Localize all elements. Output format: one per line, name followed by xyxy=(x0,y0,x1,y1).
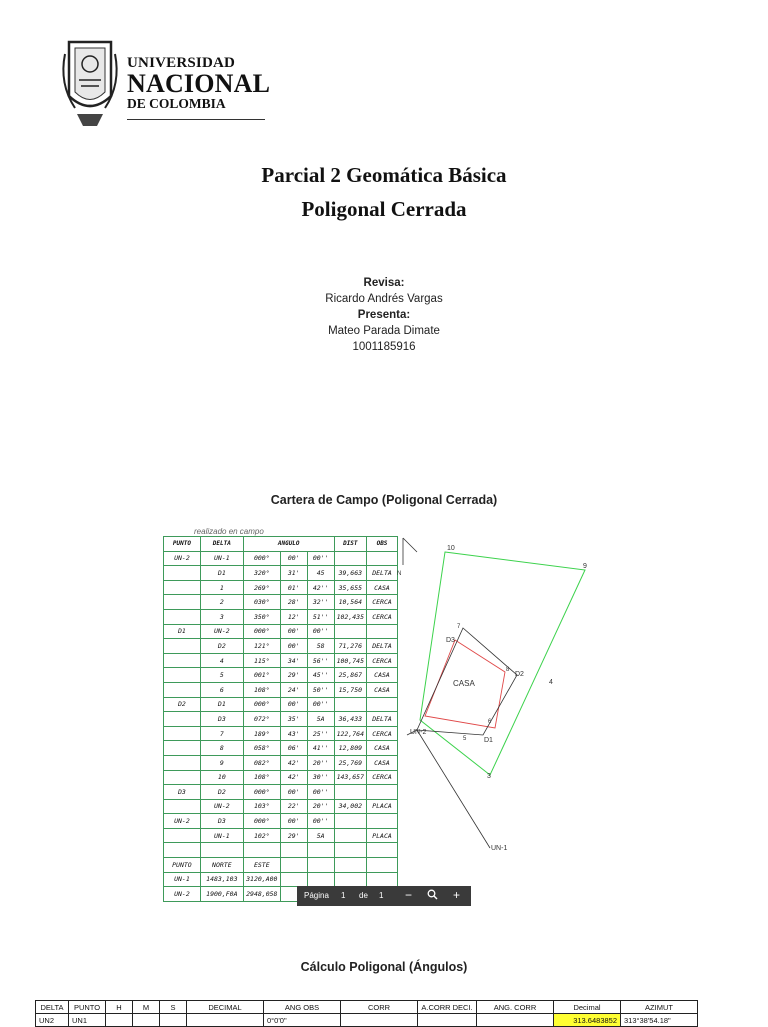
field-row xyxy=(164,726,398,741)
field-cell: 2 xyxy=(200,595,243,610)
calc-header-dec: Decimal xyxy=(554,1001,621,1014)
field-cell xyxy=(367,814,398,829)
calc-header-punto: PUNTO xyxy=(69,1001,106,1014)
field-cell: 8 xyxy=(200,741,243,756)
field-cell: 1900,F0A xyxy=(200,887,243,902)
field-cell: 00' xyxy=(280,551,307,566)
field-cell: D1 xyxy=(200,566,243,581)
field-cell: 1483,103 xyxy=(200,872,243,887)
field-cell: 42'' xyxy=(307,580,334,595)
field-cell: D2 xyxy=(200,785,243,800)
field-cell: 5A xyxy=(307,712,334,727)
field-cell: 5 xyxy=(200,668,243,683)
student-id: 1001185916 xyxy=(352,341,416,353)
field-cell xyxy=(200,843,243,858)
field-cell xyxy=(164,755,201,770)
field-cell: UN-1 xyxy=(164,872,201,887)
calc-header-delta: DELTA xyxy=(36,1001,69,1014)
field-row xyxy=(164,682,398,697)
field-cell: 058° xyxy=(243,741,280,756)
calculation-heading: Cálculo Poligonal (Ángulos) xyxy=(300,960,468,974)
field-cell: UN-2 xyxy=(164,814,201,829)
field-cell: 24' xyxy=(280,682,307,697)
field-row xyxy=(164,697,398,712)
field-cell xyxy=(164,799,201,814)
calc-decimal xyxy=(187,1014,264,1027)
calc-acorr xyxy=(418,1014,477,1027)
field-cell: 71,276 xyxy=(334,639,366,654)
point-un2-label: UN-2 xyxy=(410,729,427,736)
field-cell: 34,002 xyxy=(334,799,366,814)
field-row xyxy=(164,566,398,581)
field-cell: NORTE xyxy=(200,858,243,873)
field-cell: CASA xyxy=(367,755,398,770)
field-row xyxy=(164,624,398,639)
zoom-search-icon[interactable] xyxy=(427,889,438,902)
field-cell: 9 xyxy=(200,755,243,770)
field-notebook-image xyxy=(163,527,398,900)
calc-punto: UN1 xyxy=(69,1014,106,1027)
calculation-table xyxy=(35,1000,698,1027)
field-cell: 20'' xyxy=(307,799,334,814)
point-10-label: 10 xyxy=(447,545,455,552)
field-cell: 31' xyxy=(280,566,307,581)
calc-azimut: 313°38'54.18" xyxy=(621,1014,698,1027)
field-cell xyxy=(164,609,201,624)
field-cell: PUNTO xyxy=(164,858,201,873)
field-cell: 2948,058 xyxy=(243,887,280,902)
field-cell: PLACA xyxy=(367,828,398,843)
field-row xyxy=(164,639,398,654)
point-d2-label: D2 xyxy=(515,671,524,678)
field-cell xyxy=(243,843,280,858)
field-cell: D1 xyxy=(164,624,201,639)
presenter-name: Mateo Parada Dimate xyxy=(328,325,440,337)
baseline-un1 xyxy=(417,730,490,848)
university-logo xyxy=(55,32,271,140)
field-row xyxy=(164,551,398,566)
notebook-caption: realizado en campo xyxy=(194,527,264,536)
point-9-label: 9 xyxy=(583,563,587,570)
field-cell xyxy=(307,843,334,858)
page-label: Página xyxy=(304,891,329,900)
field-cell: 103° xyxy=(243,799,280,814)
current-page[interactable]: 1 xyxy=(341,891,346,900)
field-cell xyxy=(334,828,366,843)
field-cell: 269° xyxy=(243,580,280,595)
field-cell: 58 xyxy=(307,639,334,654)
field-cell: 00'' xyxy=(307,814,334,829)
field-cell: 34' xyxy=(280,653,307,668)
field-cell xyxy=(367,858,398,873)
calc-s xyxy=(160,1014,187,1027)
field-cell: 12' xyxy=(280,609,307,624)
calc-header-ang-corr: ANG. CORR xyxy=(477,1001,554,1014)
field-cell: 00'' xyxy=(307,624,334,639)
field-cell: DELTA xyxy=(367,566,398,581)
of-label: de xyxy=(359,891,368,900)
field-cell: CERCA xyxy=(367,726,398,741)
field-row xyxy=(164,668,398,683)
field-cell: 320° xyxy=(243,566,280,581)
field-cell: 082° xyxy=(243,755,280,770)
field-cell: CASA xyxy=(367,682,398,697)
calc-header-azimut: AZIMUT xyxy=(621,1001,698,1014)
reviewer-name: Ricardo Andrés Vargas xyxy=(325,293,443,305)
calc-header-row xyxy=(36,1001,698,1014)
field-header-row xyxy=(164,537,398,552)
field-cell: 00'' xyxy=(307,551,334,566)
field-cell: 00' xyxy=(280,785,307,800)
field-cell: 102,435 xyxy=(334,609,366,624)
field-row xyxy=(164,741,398,756)
field-cell: 143,657 xyxy=(334,770,366,785)
field-cell: D3 xyxy=(200,712,243,727)
north-label: N xyxy=(397,571,402,577)
document-subtitle: Poligonal Cerrada xyxy=(301,197,467,221)
field-cell: CASA xyxy=(367,741,398,756)
field-cell: 32'' xyxy=(307,595,334,610)
field-cell: 45'' xyxy=(307,668,334,683)
field-cell xyxy=(334,624,366,639)
point-3-label: 3 xyxy=(487,773,491,780)
point-7-label: 7 xyxy=(457,624,461,630)
logo-line-1: UNIVERSIDAD xyxy=(127,55,236,71)
zoom-in-button[interactable]: + xyxy=(453,888,461,902)
field-cell: 01' xyxy=(280,580,307,595)
field-cell: CERCA xyxy=(367,653,398,668)
total-pages: 1 xyxy=(379,891,384,900)
calc-ang-corr xyxy=(477,1014,554,1027)
field-row xyxy=(164,828,398,843)
field-cell: 43' xyxy=(280,726,307,741)
field-cell xyxy=(164,668,201,683)
field-cell: ESTE xyxy=(243,858,280,873)
calc-dec: 313.6483852 xyxy=(554,1014,621,1027)
field-row xyxy=(164,712,398,727)
field-cell: 6 xyxy=(200,682,243,697)
fence-polygon xyxy=(420,552,585,775)
field-cell: 350° xyxy=(243,609,280,624)
field-cell: 121° xyxy=(243,639,280,654)
field-cell: 41'' xyxy=(307,741,334,756)
point-8-label: 8 xyxy=(506,667,510,673)
field-cell xyxy=(334,858,366,873)
field-cell: CERCA xyxy=(367,609,398,624)
field-cell xyxy=(367,785,398,800)
field-cell: 30'' xyxy=(307,770,334,785)
point-4-label: 4 xyxy=(549,679,553,686)
header-delta: DELTA xyxy=(200,537,243,552)
header-obs: OBS xyxy=(367,537,398,552)
field-cell xyxy=(164,741,201,756)
header-punto: PUNTO xyxy=(164,537,201,552)
field-cell: 25'' xyxy=(307,726,334,741)
field-cell: UN-2 xyxy=(164,551,201,566)
field-cell: 20'' xyxy=(307,755,334,770)
calc-ang-obs: 0°0'0" xyxy=(264,1014,341,1027)
field-cell: PLACA xyxy=(367,799,398,814)
field-cell: D3 xyxy=(200,814,243,829)
field-cell: 29' xyxy=(280,828,307,843)
point-5-label: 5 xyxy=(463,736,467,742)
field-cell xyxy=(307,872,334,887)
field-cell: 00' xyxy=(280,697,307,712)
calc-header-ang-obs: ANG OBS xyxy=(264,1001,341,1014)
field-cell: CASA xyxy=(367,668,398,683)
field-cell xyxy=(334,697,366,712)
field-cell xyxy=(334,785,366,800)
calc-delta: UN2 xyxy=(36,1014,69,1027)
field-row xyxy=(164,595,398,610)
field-cell xyxy=(164,639,201,654)
field-cell: 51'' xyxy=(307,609,334,624)
field-cell: UN-1 xyxy=(200,551,243,566)
calc-header-decimal: DECIMAL xyxy=(187,1001,264,1014)
field-cell: 108° xyxy=(243,682,280,697)
calc-h xyxy=(106,1014,133,1027)
field-cell: 10,564 xyxy=(334,595,366,610)
field-cell: 3120,A00 xyxy=(243,872,280,887)
field-cell: 000° xyxy=(243,551,280,566)
field-cell: UN-1 xyxy=(200,828,243,843)
field-cell: DELTA xyxy=(367,639,398,654)
field-cell: 000° xyxy=(243,785,280,800)
field-cell xyxy=(164,828,201,843)
field-cell: 00'' xyxy=(307,697,334,712)
field-cell: 12,809 xyxy=(334,741,366,756)
field-cell: 10 xyxy=(200,770,243,785)
field-cell: UN-2 xyxy=(200,799,243,814)
field-cell: 3 xyxy=(200,609,243,624)
field-cell: 030° xyxy=(243,595,280,610)
document-title: Parcial 2 Geomática Básica xyxy=(261,163,507,187)
field-cell: 28' xyxy=(280,595,307,610)
field-row xyxy=(164,814,398,829)
field-cell: D2 xyxy=(200,639,243,654)
field-cell: DELTA xyxy=(367,712,398,727)
field-cell xyxy=(367,872,398,887)
field-row xyxy=(164,843,398,858)
field-row xyxy=(164,858,398,873)
presenter-label: Presenta: xyxy=(357,309,411,321)
field-cell: 42' xyxy=(280,770,307,785)
point-d3-label: D3 xyxy=(446,637,455,644)
calc-header-acorr: A.CORR DECI. xyxy=(418,1001,477,1014)
field-cell: 00' xyxy=(280,814,307,829)
field-row xyxy=(164,770,398,785)
field-cell: 42' xyxy=(280,755,307,770)
point-d1-label: D1 xyxy=(484,737,493,744)
field-cell: 45 xyxy=(307,566,334,581)
field-cell: 122,764 xyxy=(334,726,366,741)
field-cell xyxy=(280,858,307,873)
field-cell xyxy=(334,872,366,887)
field-cell: 001° xyxy=(243,668,280,683)
pdf-toolbar xyxy=(297,886,471,906)
field-cell: 7 xyxy=(200,726,243,741)
university-seal-icon xyxy=(57,34,123,134)
field-cell: 25,769 xyxy=(334,755,366,770)
field-cell: 189° xyxy=(243,726,280,741)
field-cell xyxy=(280,872,307,887)
field-cell: 56'' xyxy=(307,653,334,668)
field-cell xyxy=(164,566,201,581)
field-row xyxy=(164,785,398,800)
field-cell: D1 xyxy=(200,697,243,712)
field-cell: 1 xyxy=(200,580,243,595)
field-cell: 35,655 xyxy=(334,580,366,595)
calc-header-h: H xyxy=(106,1001,133,1014)
field-cell: UN-2 xyxy=(164,887,201,902)
field-cell xyxy=(334,814,366,829)
calc-row xyxy=(36,1014,698,1027)
field-cell xyxy=(307,858,334,873)
field-row xyxy=(164,872,398,887)
logo-divider xyxy=(127,119,265,120)
header-angulo: ANGULO xyxy=(243,537,334,552)
reviewer-label: Revisa: xyxy=(363,277,405,289)
field-row xyxy=(164,799,398,814)
field-cell: 00' xyxy=(280,639,307,654)
zoom-out-button[interactable]: − xyxy=(405,888,413,902)
field-cell: UN-2 xyxy=(200,624,243,639)
field-row xyxy=(164,653,398,668)
field-cell: 29' xyxy=(280,668,307,683)
header-dist: DIST xyxy=(334,537,366,552)
field-cell: 15,750 xyxy=(334,682,366,697)
field-cell xyxy=(367,843,398,858)
field-cell xyxy=(334,843,366,858)
calc-m xyxy=(133,1014,160,1027)
field-cell xyxy=(164,726,201,741)
field-cell: 50'' xyxy=(307,682,334,697)
field-cell: 22' xyxy=(280,799,307,814)
field-notebook-table xyxy=(163,536,398,902)
field-cell: 102° xyxy=(243,828,280,843)
field-cell: CASA xyxy=(367,580,398,595)
field-cell xyxy=(164,843,201,858)
field-cell: 072° xyxy=(243,712,280,727)
north-arrow-icon xyxy=(397,538,417,577)
field-cell: 25,867 xyxy=(334,668,366,683)
logo-line-3: DE COLOMBIA xyxy=(127,96,226,111)
field-cell xyxy=(367,551,398,566)
field-cell: 108° xyxy=(243,770,280,785)
field-cell: 06' xyxy=(280,741,307,756)
field-cell: 000° xyxy=(243,697,280,712)
field-cell xyxy=(334,551,366,566)
credits-block xyxy=(0,275,768,355)
field-cell xyxy=(280,843,307,858)
calc-header-corr: CORR xyxy=(341,1001,418,1014)
field-cell: 100,745 xyxy=(334,653,366,668)
field-notebook-heading: Cartera de Campo (Poligonal Cerrada) xyxy=(270,493,498,507)
field-cell: 00'' xyxy=(307,785,334,800)
field-cell: 35' xyxy=(280,712,307,727)
house-label: CASA xyxy=(453,679,475,688)
field-cell: 00' xyxy=(280,624,307,639)
field-cell xyxy=(367,624,398,639)
field-cell xyxy=(164,770,201,785)
traverse-sketch xyxy=(395,530,605,860)
logo-line-2: NACIONAL xyxy=(127,69,271,98)
field-row xyxy=(164,609,398,624)
field-cell xyxy=(164,595,201,610)
field-cell: D2 xyxy=(164,697,201,712)
field-row xyxy=(164,755,398,770)
field-cell: 36,433 xyxy=(334,712,366,727)
field-row xyxy=(164,580,398,595)
field-cell: D3 xyxy=(164,785,201,800)
field-cell: 115° xyxy=(243,653,280,668)
field-cell xyxy=(367,697,398,712)
field-cell: CERCA xyxy=(367,770,398,785)
field-cell xyxy=(164,682,201,697)
field-cell xyxy=(164,653,201,668)
field-cell: 5A xyxy=(307,828,334,843)
point-6-label: 6 xyxy=(488,719,492,725)
field-cell xyxy=(164,712,201,727)
field-cell: 39,663 xyxy=(334,566,366,581)
calc-corr xyxy=(341,1014,418,1027)
field-cell: 000° xyxy=(243,624,280,639)
field-cell xyxy=(164,580,201,595)
calc-header-m: M xyxy=(133,1001,160,1014)
field-cell: 000° xyxy=(243,814,280,829)
calc-header-s: S xyxy=(160,1001,187,1014)
field-table-body xyxy=(164,551,398,901)
point-un1-label: UN-1 xyxy=(491,845,508,852)
field-cell: CERCA xyxy=(367,595,398,610)
field-cell: 4 xyxy=(200,653,243,668)
